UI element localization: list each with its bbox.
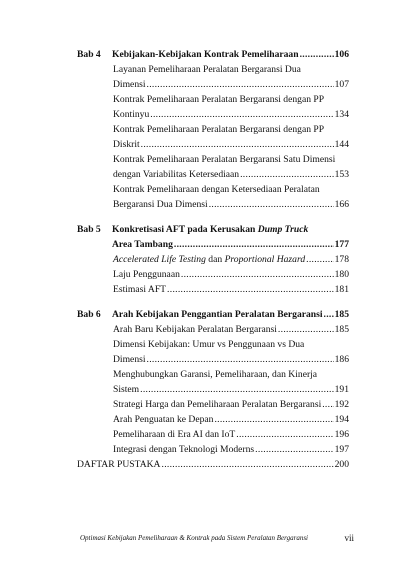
chapter-title-italic: Dump Truck <box>257 224 309 235</box>
page-number: 186 <box>334 354 349 365</box>
page-number: 178 <box>334 254 349 265</box>
toc-entry[interactable] <box>77 352 349 367</box>
page-number: 134 <box>334 109 349 120</box>
entry-title: Estimasi AFT <box>113 284 167 295</box>
entry-title: Arah Penguatan ke Depan <box>113 414 214 425</box>
toc-entry-line[interactable] <box>77 122 349 137</box>
page-number: 180 <box>334 269 349 280</box>
leader-dots <box>140 382 333 397</box>
entry-title: Integrasi dengan Teknologi Moderns <box>113 444 255 455</box>
entry-title-text: dan <box>205 254 225 265</box>
leader-dots <box>150 107 333 122</box>
toc-entry[interactable] <box>77 397 349 412</box>
entry-title: Kontrak Pemeliharaan Peralatan Bergaransi Satu Dimensi <box>113 154 336 165</box>
chapter-number: Bab 5 <box>77 224 101 235</box>
entry-title: Kontrak Pemeliharaan dengan Ketersediaan Peralatan <box>113 184 320 195</box>
running-title: Optimasi Kebijakan Pemeliharaan & Kontrak pada Sistem Peralatan Bergaransi <box>80 534 309 542</box>
chapter-number: Bab 6 <box>77 309 101 320</box>
toc-chapter-4[interactable] <box>77 47 349 62</box>
entry-title: Dimensi Kebijakan: Umur vs Penggunaan vs Dua <box>113 339 305 350</box>
toc-bibliography[interactable] <box>77 457 349 472</box>
entry-title: Kontrak Pemeliharaan Peralatan Bergaransi dengan PP <box>113 94 325 105</box>
chapter-title: Area Tambang <box>112 239 173 250</box>
entry-title <box>113 252 305 267</box>
toc-entry-line[interactable] <box>77 152 349 167</box>
toc-entry[interactable] <box>77 412 349 427</box>
entry-title: Dimensi <box>113 354 146 365</box>
toc-entry[interactable] <box>77 427 349 442</box>
toc-entry-line[interactable] <box>77 182 349 197</box>
leader-dots <box>322 397 333 412</box>
toc-entry[interactable] <box>77 137 349 152</box>
toc-entry[interactable] <box>77 322 349 337</box>
entry-title: Kontinyu <box>113 109 150 120</box>
toc-chapter-5[interactable] <box>77 222 349 237</box>
page-number: 177 <box>334 239 349 250</box>
toc-entry-line[interactable] <box>77 62 349 77</box>
entry-title: dengan Variabilitas Ketersediaan <box>113 169 240 180</box>
entry-title: Sistem <box>113 384 140 395</box>
leader-dots <box>147 77 334 92</box>
chapter-title-text: Konkretisasi AFT pada Kerusakan <box>112 224 258 235</box>
entry-title: Dimensi <box>113 79 146 90</box>
page-number: 197 <box>334 444 349 455</box>
toc-entry[interactable] <box>77 197 349 212</box>
entry-title: Menghubungkan Garansi, Pemeliharaan, dan Kinerja <box>113 369 318 380</box>
chapter-title <box>112 222 308 237</box>
leader-dots <box>306 252 333 267</box>
leader-dots <box>167 282 334 297</box>
entry-title: Diskrit <box>113 139 140 150</box>
page-number: 107 <box>334 79 349 90</box>
toc-entry[interactable] <box>77 252 349 267</box>
leader-dots <box>162 457 334 472</box>
leader-dots <box>141 137 334 152</box>
leader-dots <box>236 427 333 442</box>
page-number: 185 <box>334 309 349 320</box>
chapter-number: Bab 4 <box>77 49 101 60</box>
toc-entry[interactable] <box>77 442 349 457</box>
toc-entry[interactable] <box>77 382 349 397</box>
page-number: 166 <box>334 199 349 210</box>
entry-title: Strategi Harga dan Pemeliharaan Peralatan Bergaransi <box>113 399 322 410</box>
page-number: 106 <box>334 49 349 60</box>
leader-dots <box>240 167 334 182</box>
page-number: 196 <box>334 429 349 440</box>
page-number: 181 <box>334 284 349 295</box>
leader-dots <box>147 352 334 367</box>
chapter-title: Arah Kebijakan Penggantian Peralatan Bergaransi <box>112 309 323 320</box>
entry-title: Arah Baru Kebijakan Peralatan Bergaransi <box>113 324 277 335</box>
page-number: 185 <box>334 324 349 335</box>
entry-title: Layanan Pemeliharaan Peralatan Bergaransi Dua <box>113 64 301 75</box>
toc-chapter-5-line2[interactable] <box>77 237 349 252</box>
page-number: 194 <box>334 414 349 425</box>
toc-entry-line[interactable] <box>77 337 349 352</box>
entry-title: Kontrak Pemeliharaan Peralatan Bergaransi dengan PP <box>113 124 325 135</box>
entry-title: DAFTAR PUSTAKA <box>77 459 161 470</box>
page-number: 200 <box>334 459 349 470</box>
toc-entry[interactable] <box>77 77 349 92</box>
leader-dots <box>324 307 334 322</box>
chapter-title: Kebijakan-Kebijakan Kontrak Pemeliharaan <box>112 49 299 60</box>
entry-title-italic: Proportional Hazard <box>224 254 306 265</box>
entry-title: Bergaransi Dua Dimensi <box>113 199 208 210</box>
toc-entry-line[interactable] <box>77 367 349 382</box>
leader-dots <box>300 47 334 62</box>
entry-title: Pemeliharaan di Era AI dan IoT <box>113 429 236 440</box>
toc-entry[interactable] <box>77 267 349 282</box>
page-number: 144 <box>334 139 349 150</box>
leader-dots <box>174 237 334 252</box>
toc-entry[interactable] <box>77 167 349 182</box>
leader-dots <box>214 412 333 427</box>
page-number: 153 <box>334 169 349 180</box>
toc-entry[interactable] <box>77 107 349 122</box>
toc-chapter-6[interactable] <box>77 307 349 322</box>
leader-dots <box>209 197 334 212</box>
leader-dots <box>181 267 334 282</box>
entry-title: Laju Penggunaan <box>113 269 180 280</box>
folio-page-number: vii <box>344 533 354 543</box>
table-of-contents <box>77 47 349 472</box>
page-number: 191 <box>334 384 349 395</box>
toc-entry-line[interactable] <box>77 92 349 107</box>
leader-dots <box>255 442 333 457</box>
leader-dots <box>278 322 334 337</box>
page-footer <box>80 532 354 544</box>
toc-entry[interactable] <box>77 282 349 297</box>
entry-title-italic: Accelerated Life Testing <box>113 254 206 265</box>
page-number: 192 <box>334 399 349 410</box>
